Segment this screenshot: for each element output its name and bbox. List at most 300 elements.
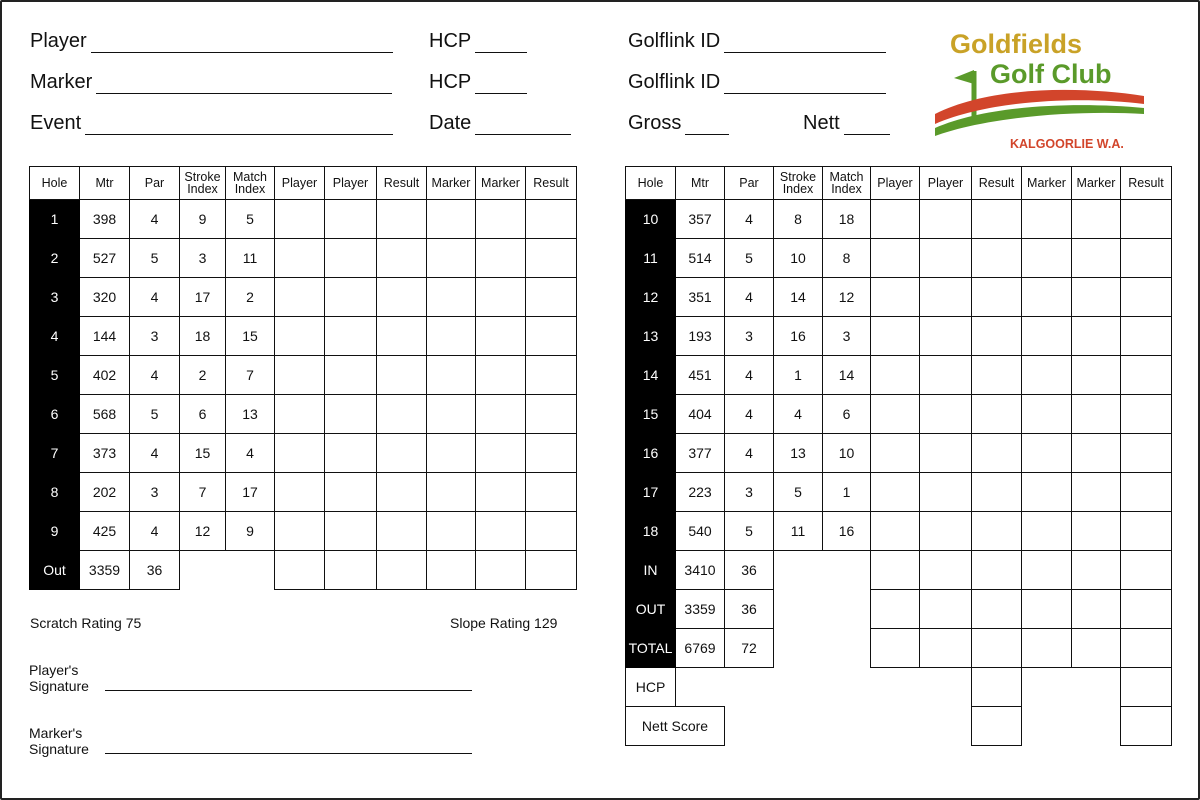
hole-match-index: 17 bbox=[226, 473, 275, 512]
score-cell[interactable] bbox=[476, 473, 526, 512]
blank-cell bbox=[871, 707, 920, 746]
score-cell[interactable] bbox=[1121, 590, 1172, 629]
marker-line[interactable] bbox=[96, 73, 392, 94]
nett-label: Nett bbox=[803, 112, 840, 134]
score-cell[interactable] bbox=[1022, 395, 1072, 434]
hole-stroke-index: 2 bbox=[180, 356, 226, 395]
score-cell[interactable] bbox=[1121, 200, 1172, 239]
score-cell[interactable] bbox=[1121, 395, 1172, 434]
hole-number: 8 bbox=[30, 473, 80, 512]
hole-number: 14 bbox=[626, 356, 676, 395]
score-cell[interactable] bbox=[325, 395, 377, 434]
score-cell[interactable] bbox=[526, 434, 577, 473]
total-label: OUT bbox=[626, 590, 676, 629]
score-cell[interactable] bbox=[325, 473, 377, 512]
score-cell[interactable] bbox=[972, 629, 1022, 668]
score-cell[interactable] bbox=[972, 590, 1022, 629]
logo-text-location: KALGOORLIE W.A. bbox=[1010, 137, 1124, 151]
score-cell[interactable] bbox=[1121, 239, 1172, 278]
gross-line[interactable] bbox=[685, 114, 729, 135]
player-field[interactable] bbox=[30, 30, 393, 53]
score-cell[interactable] bbox=[920, 551, 972, 590]
score-cell[interactable] bbox=[972, 278, 1022, 317]
marker-header: Marker bbox=[1072, 167, 1121, 200]
score-cell[interactable] bbox=[1121, 278, 1172, 317]
blank-cell bbox=[774, 629, 823, 668]
hole-meters: 320 bbox=[80, 278, 130, 317]
score-cell[interactable] bbox=[1022, 200, 1072, 239]
score-cell[interactable] bbox=[275, 356, 325, 395]
blank-cell bbox=[1072, 707, 1121, 746]
hole-meters: 373 bbox=[80, 434, 130, 473]
hole-par: 4 bbox=[130, 356, 180, 395]
blank-cell bbox=[920, 707, 972, 746]
score-cell[interactable] bbox=[1022, 317, 1072, 356]
score-cell[interactable] bbox=[526, 278, 577, 317]
result-nett-cell[interactable] bbox=[1121, 707, 1172, 746]
hole-stroke-index: 9 bbox=[180, 200, 226, 239]
score-cell[interactable] bbox=[1121, 317, 1172, 356]
score-cell[interactable] bbox=[377, 278, 427, 317]
score-cell[interactable] bbox=[1022, 551, 1072, 590]
hole-meters: 527 bbox=[80, 239, 130, 278]
table-row bbox=[626, 512, 1172, 551]
score-cell[interactable] bbox=[1072, 512, 1121, 551]
blank-cell bbox=[1022, 668, 1072, 707]
marker-header: Marker bbox=[476, 167, 526, 200]
hole-match-index: 5 bbox=[226, 200, 275, 239]
hole-par: 4 bbox=[725, 278, 774, 317]
score-cell[interactable] bbox=[1072, 239, 1121, 278]
players-signature-label bbox=[29, 662, 89, 694]
nett-score-label: Nett Score bbox=[626, 707, 725, 746]
total-par: 36 bbox=[725, 551, 774, 590]
score-cell[interactable] bbox=[920, 278, 972, 317]
blank-cell bbox=[823, 629, 871, 668]
hole-meters: 404 bbox=[676, 395, 725, 434]
marker-field[interactable] bbox=[30, 71, 392, 94]
hole-stroke-index: 13 bbox=[774, 434, 823, 473]
score-cell[interactable] bbox=[1072, 473, 1121, 512]
table-row bbox=[626, 200, 1172, 239]
hole-par: 4 bbox=[130, 278, 180, 317]
hole-number: 16 bbox=[626, 434, 676, 473]
score-cell[interactable] bbox=[1072, 200, 1121, 239]
total-label: TOTAL bbox=[626, 629, 676, 668]
score-cell[interactable] bbox=[526, 317, 577, 356]
gross-field[interactable] bbox=[628, 112, 729, 135]
score-cell[interactable] bbox=[275, 200, 325, 239]
result-header: Result bbox=[377, 167, 427, 200]
hole-meters: 568 bbox=[80, 395, 130, 434]
score-cell[interactable] bbox=[275, 317, 325, 356]
event-field[interactable] bbox=[30, 112, 393, 135]
score-cell[interactable] bbox=[920, 590, 972, 629]
score-cell[interactable] bbox=[526, 473, 577, 512]
club-logo bbox=[930, 26, 1150, 156]
score-cell[interactable] bbox=[275, 278, 325, 317]
hole-number: 1 bbox=[30, 200, 80, 239]
player-line[interactable] bbox=[91, 32, 393, 53]
blank-cell bbox=[676, 668, 725, 707]
hole-stroke-index: 12 bbox=[180, 512, 226, 551]
score-cell[interactable] bbox=[1072, 395, 1121, 434]
score-cell[interactable] bbox=[1022, 512, 1072, 551]
header-row bbox=[30, 167, 577, 200]
score-cell[interactable] bbox=[476, 317, 526, 356]
score-cell[interactable] bbox=[1022, 278, 1072, 317]
score-cell[interactable] bbox=[377, 239, 427, 278]
score-cell[interactable] bbox=[325, 200, 377, 239]
score-cell[interactable] bbox=[871, 434, 920, 473]
player-label: Player bbox=[30, 30, 87, 52]
score-cell[interactable] bbox=[1022, 590, 1072, 629]
marker-header: Marker bbox=[427, 167, 476, 200]
score-cell[interactable] bbox=[1121, 434, 1172, 473]
blank-cell bbox=[823, 707, 871, 746]
hole-match-index: 2 bbox=[226, 278, 275, 317]
markers-signature-line1: Marker's bbox=[29, 725, 83, 741]
result-header: Result bbox=[526, 167, 577, 200]
score-cell[interactable] bbox=[920, 629, 972, 668]
table-row bbox=[30, 356, 577, 395]
match-index-header-1: Match bbox=[829, 170, 864, 184]
markers-signature-label bbox=[29, 725, 89, 757]
table-row bbox=[626, 434, 1172, 473]
blank-cell bbox=[180, 551, 226, 590]
score-cell[interactable] bbox=[377, 395, 427, 434]
hole-par: 4 bbox=[725, 434, 774, 473]
players-signature-line[interactable] bbox=[105, 676, 472, 691]
hole-par: 4 bbox=[725, 200, 774, 239]
score-cell[interactable] bbox=[920, 317, 972, 356]
hole-stroke-index: 1 bbox=[774, 356, 823, 395]
event-label: Event bbox=[30, 112, 82, 134]
hole-meters: 351 bbox=[676, 278, 725, 317]
hole-meters: 144 bbox=[80, 317, 130, 356]
hole-stroke-index: 7 bbox=[180, 473, 226, 512]
score-cell[interactable] bbox=[325, 356, 377, 395]
score-cell[interactable] bbox=[526, 512, 577, 551]
hole-meters: 398 bbox=[80, 200, 130, 239]
match-index-header bbox=[823, 167, 871, 200]
score-cell[interactable] bbox=[275, 512, 325, 551]
table-row bbox=[626, 707, 1172, 746]
score-cell[interactable] bbox=[871, 239, 920, 278]
hole-match-index: 18 bbox=[823, 200, 871, 239]
score-cell[interactable] bbox=[871, 200, 920, 239]
hole-par: 4 bbox=[130, 512, 180, 551]
hole-meters: 402 bbox=[80, 356, 130, 395]
score-cell[interactable] bbox=[972, 473, 1022, 512]
score-cell[interactable] bbox=[920, 473, 972, 512]
gross-label: Gross bbox=[628, 112, 682, 134]
score-cell[interactable] bbox=[1072, 317, 1121, 356]
hole-match-index: 13 bbox=[226, 395, 275, 434]
player-golflink-label: Golflink ID bbox=[628, 30, 721, 52]
marker-header: Marker bbox=[1022, 167, 1072, 200]
stroke-index-header-1: Stroke bbox=[779, 170, 817, 184]
hole-number: 7 bbox=[30, 434, 80, 473]
score-cell[interactable] bbox=[476, 278, 526, 317]
score-cell[interactable] bbox=[1121, 356, 1172, 395]
score-cell[interactable] bbox=[1121, 551, 1172, 590]
hole-number: 5 bbox=[30, 356, 80, 395]
hole-match-index: 8 bbox=[823, 239, 871, 278]
hole-meters: 540 bbox=[676, 512, 725, 551]
score-cell[interactable] bbox=[275, 239, 325, 278]
score-cell[interactable] bbox=[427, 239, 476, 278]
score-cell[interactable] bbox=[325, 512, 377, 551]
score-cell[interactable] bbox=[476, 239, 526, 278]
player-hcp-line[interactable] bbox=[475, 32, 527, 53]
score-cell[interactable] bbox=[377, 473, 427, 512]
hole-number: 17 bbox=[626, 473, 676, 512]
score-cell[interactable] bbox=[920, 200, 972, 239]
score-cell[interactable] bbox=[476, 395, 526, 434]
player-header: Player bbox=[920, 167, 972, 200]
score-cell[interactable] bbox=[972, 512, 1022, 551]
out-par: 36 bbox=[130, 551, 180, 590]
score-cell[interactable] bbox=[920, 395, 972, 434]
table-row bbox=[30, 317, 577, 356]
total-meters: 3410 bbox=[676, 551, 725, 590]
hole-par: 3 bbox=[130, 473, 180, 512]
player-golflink-line[interactable] bbox=[724, 32, 886, 53]
hole-match-index: 3 bbox=[823, 317, 871, 356]
score-cell[interactable] bbox=[377, 512, 427, 551]
flag-icon bbox=[954, 70, 974, 84]
table-row bbox=[626, 317, 1172, 356]
score-cell[interactable] bbox=[972, 551, 1022, 590]
marker-golflink-field[interactable] bbox=[628, 71, 886, 94]
out-label: Out bbox=[30, 551, 80, 590]
score-cell[interactable] bbox=[275, 473, 325, 512]
score-cell[interactable] bbox=[1072, 629, 1121, 668]
score-cell[interactable] bbox=[325, 434, 377, 473]
player-hcp-field[interactable] bbox=[429, 30, 527, 53]
score-cell[interactable] bbox=[275, 434, 325, 473]
hole-match-index: 16 bbox=[823, 512, 871, 551]
match-index-header-2: Index bbox=[234, 182, 266, 196]
total-label: IN bbox=[626, 551, 676, 590]
hole-number: 18 bbox=[626, 512, 676, 551]
player-golflink-field[interactable] bbox=[628, 30, 886, 53]
score-cell[interactable] bbox=[972, 356, 1022, 395]
nett-line[interactable] bbox=[844, 114, 890, 135]
score-cell[interactable] bbox=[325, 551, 377, 590]
blank-cell bbox=[725, 707, 774, 746]
score-cell[interactable] bbox=[377, 200, 427, 239]
score-cell[interactable] bbox=[1022, 473, 1072, 512]
hole-header: Hole bbox=[30, 167, 80, 200]
score-cell[interactable] bbox=[972, 317, 1022, 356]
result-hcp-cell[interactable] bbox=[1121, 668, 1172, 707]
hole-stroke-index: 3 bbox=[180, 239, 226, 278]
score-cell[interactable] bbox=[871, 278, 920, 317]
score-cell[interactable] bbox=[476, 356, 526, 395]
hole-match-index: 4 bbox=[226, 434, 275, 473]
scratch-rating: Scratch Rating 75 bbox=[30, 615, 142, 631]
score-cell[interactable] bbox=[325, 317, 377, 356]
score-cell[interactable] bbox=[871, 473, 920, 512]
hole-match-index: 14 bbox=[823, 356, 871, 395]
stroke-index-header bbox=[180, 167, 226, 200]
score-cell[interactable] bbox=[377, 356, 427, 395]
nett-field[interactable] bbox=[803, 112, 890, 135]
hole-number: 2 bbox=[30, 239, 80, 278]
result-header: Result bbox=[1121, 167, 1172, 200]
score-cell[interactable] bbox=[920, 512, 972, 551]
score-cell[interactable] bbox=[972, 239, 1022, 278]
score-cell[interactable] bbox=[427, 551, 476, 590]
hole-par: 5 bbox=[130, 239, 180, 278]
hole-meters: 425 bbox=[80, 512, 130, 551]
hole-stroke-index: 17 bbox=[180, 278, 226, 317]
score-cell[interactable] bbox=[1072, 551, 1121, 590]
blank-cell bbox=[774, 707, 823, 746]
date-line[interactable] bbox=[475, 114, 571, 135]
score-cell[interactable] bbox=[476, 551, 526, 590]
stroke-index-header bbox=[774, 167, 823, 200]
hole-meters: 377 bbox=[676, 434, 725, 473]
blank-cell bbox=[823, 590, 871, 629]
total-meters: 3359 bbox=[676, 590, 725, 629]
mtr-header: Mtr bbox=[80, 167, 130, 200]
score-cell[interactable] bbox=[920, 356, 972, 395]
score-cell[interactable] bbox=[275, 551, 325, 590]
hole-match-index: 12 bbox=[823, 278, 871, 317]
hole-match-index: 6 bbox=[823, 395, 871, 434]
score-cell[interactable] bbox=[1072, 278, 1121, 317]
score-cell[interactable] bbox=[427, 395, 476, 434]
table-row bbox=[30, 278, 577, 317]
score-cell[interactable] bbox=[871, 317, 920, 356]
marker-hcp-line[interactable] bbox=[475, 73, 527, 94]
score-cell[interactable] bbox=[377, 434, 427, 473]
score-cell[interactable] bbox=[1022, 434, 1072, 473]
score-cell[interactable] bbox=[427, 278, 476, 317]
score-cell[interactable] bbox=[325, 239, 377, 278]
event-line[interactable] bbox=[85, 114, 393, 135]
date-field[interactable] bbox=[429, 112, 571, 135]
score-cell[interactable] bbox=[377, 551, 427, 590]
total-par: 36 bbox=[725, 590, 774, 629]
result-hcp-cell[interactable] bbox=[972, 668, 1022, 707]
score-cell[interactable] bbox=[920, 434, 972, 473]
hole-number: 10 bbox=[626, 200, 676, 239]
score-cell[interactable] bbox=[1022, 239, 1072, 278]
back-nine-table bbox=[625, 166, 1172, 746]
table-row bbox=[626, 278, 1172, 317]
score-cell[interactable] bbox=[871, 395, 920, 434]
score-cell[interactable] bbox=[871, 629, 920, 668]
hole-number: 13 bbox=[626, 317, 676, 356]
score-cell[interactable] bbox=[1072, 590, 1121, 629]
score-cell[interactable] bbox=[427, 512, 476, 551]
table-row bbox=[626, 629, 1172, 668]
score-cell[interactable] bbox=[427, 200, 476, 239]
hole-stroke-index: 5 bbox=[774, 473, 823, 512]
hole-stroke-index: 11 bbox=[774, 512, 823, 551]
score-cell[interactable] bbox=[275, 395, 325, 434]
score-cell[interactable] bbox=[476, 512, 526, 551]
score-cell[interactable] bbox=[1022, 629, 1072, 668]
score-cell[interactable] bbox=[1121, 512, 1172, 551]
marker-hcp-field[interactable] bbox=[429, 71, 527, 94]
score-cell[interactable] bbox=[427, 473, 476, 512]
score-cell[interactable] bbox=[427, 356, 476, 395]
score-cell[interactable] bbox=[871, 512, 920, 551]
score-cell[interactable] bbox=[1121, 473, 1172, 512]
score-cell[interactable] bbox=[871, 590, 920, 629]
stroke-index-header-2: Index bbox=[187, 182, 218, 196]
hole-stroke-index: 18 bbox=[180, 317, 226, 356]
score-cell[interactable] bbox=[427, 317, 476, 356]
match-index-header bbox=[226, 167, 275, 200]
blank-cell bbox=[1022, 707, 1072, 746]
score-cell[interactable] bbox=[526, 356, 577, 395]
score-cell[interactable] bbox=[325, 278, 377, 317]
markers-signature-line[interactable] bbox=[105, 739, 472, 754]
score-cell[interactable] bbox=[920, 239, 972, 278]
hole-stroke-index: 6 bbox=[180, 395, 226, 434]
score-cell[interactable] bbox=[972, 395, 1022, 434]
table-row bbox=[30, 473, 577, 512]
score-cell[interactable] bbox=[476, 434, 526, 473]
score-cell[interactable] bbox=[476, 200, 526, 239]
marker-hcp-label: HCP bbox=[429, 71, 472, 93]
table-row bbox=[626, 473, 1172, 512]
score-cell[interactable] bbox=[972, 200, 1022, 239]
hole-meters: 193 bbox=[676, 317, 725, 356]
hole-par: 5 bbox=[725, 512, 774, 551]
score-cell[interactable] bbox=[377, 317, 427, 356]
hcp-label: HCP bbox=[626, 668, 676, 707]
hole-match-index: 10 bbox=[823, 434, 871, 473]
stroke-index-header-1: Stroke bbox=[184, 170, 221, 184]
score-cell[interactable] bbox=[871, 551, 920, 590]
table-row bbox=[30, 239, 577, 278]
blank-cell bbox=[823, 668, 871, 707]
score-cell[interactable] bbox=[526, 551, 577, 590]
score-cell[interactable] bbox=[972, 434, 1022, 473]
marker-golflink-label: Golflink ID bbox=[628, 71, 721, 93]
score-cell[interactable] bbox=[526, 395, 577, 434]
marker-golflink-line[interactable] bbox=[724, 73, 886, 94]
score-cell[interactable] bbox=[427, 434, 476, 473]
table-row bbox=[30, 512, 577, 551]
hole-number: 15 bbox=[626, 395, 676, 434]
hole-par: 3 bbox=[725, 317, 774, 356]
score-cell[interactable] bbox=[1072, 356, 1121, 395]
score-cell[interactable] bbox=[1022, 356, 1072, 395]
blank-cell bbox=[823, 551, 871, 590]
hole-number: 3 bbox=[30, 278, 80, 317]
player-hcp-label: HCP bbox=[429, 30, 472, 52]
score-cell[interactable] bbox=[871, 356, 920, 395]
score-cell[interactable] bbox=[526, 200, 577, 239]
score-cell[interactable] bbox=[1072, 434, 1121, 473]
blank-cell bbox=[774, 668, 823, 707]
hole-number: 4 bbox=[30, 317, 80, 356]
score-cell[interactable] bbox=[1121, 629, 1172, 668]
blank-cell bbox=[1072, 668, 1121, 707]
score-cell[interactable] bbox=[526, 239, 577, 278]
result-nett-cell[interactable] bbox=[972, 707, 1022, 746]
match-index-header-2: Index bbox=[831, 182, 862, 196]
player-header: Player bbox=[275, 167, 325, 200]
